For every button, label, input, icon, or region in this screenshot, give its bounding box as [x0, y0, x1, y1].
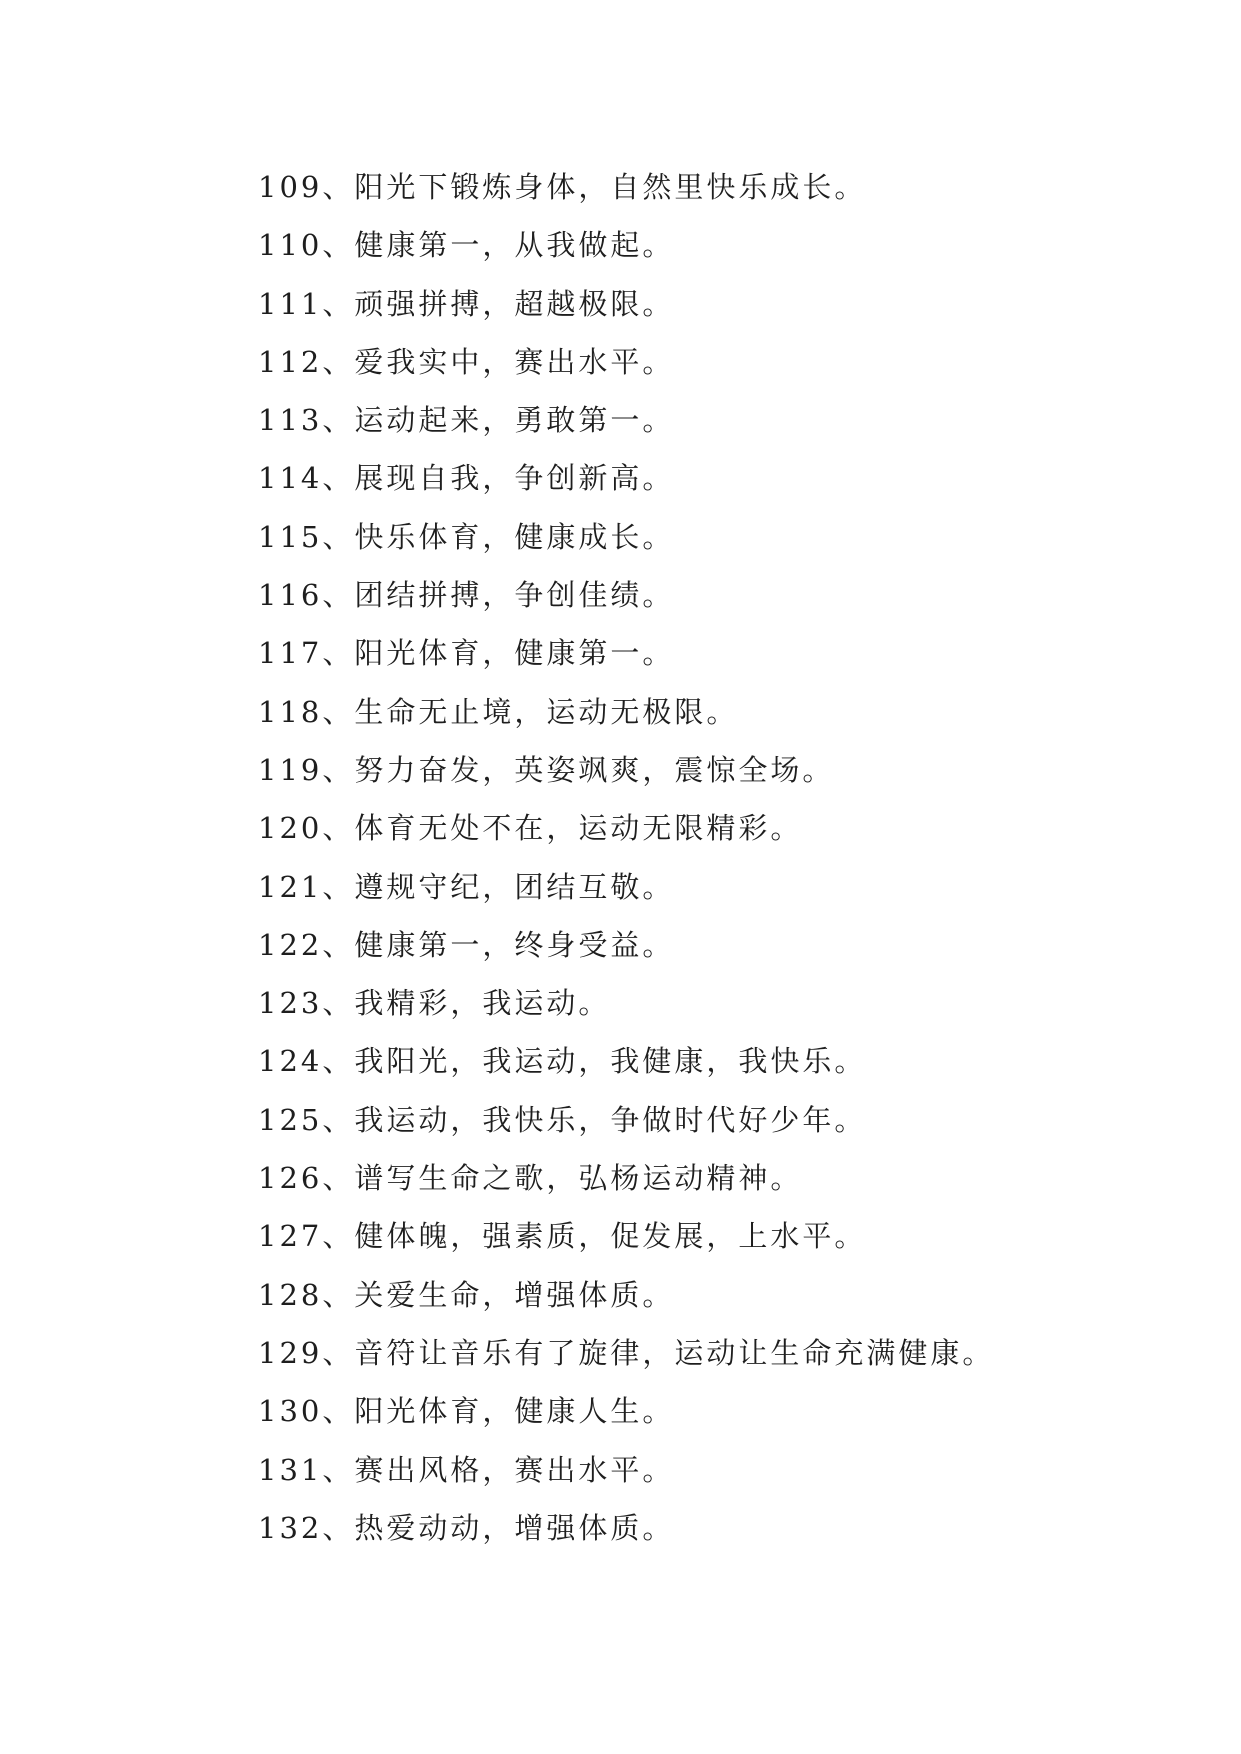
slogan-item: 129、音符让音乐有了旋律，运动让生命充满健康。: [258, 1335, 995, 1370]
slogan-item: 120、体育无处不在，运动无限精彩。: [258, 811, 803, 846]
slogan-item: 121、遵规守纪，团结互敬。: [258, 869, 675, 904]
slogan-item: 125、我运动，我快乐，争做时代好少年。: [258, 1102, 867, 1137]
slogan-item: 122、健康第一，终身受益。: [258, 927, 675, 962]
slogan-item: 116、团结拼搏，争创佳绩。: [258, 578, 675, 613]
slogan-item: 113、运动起来，勇敢第一。: [258, 403, 675, 438]
slogan-item: 119、努力奋发，英姿飒爽，震惊全场。: [258, 752, 835, 787]
slogan-item: 117、阳光体育，健康第一。: [258, 636, 675, 671]
slogan-item: 132、热爱动动，增强体质。: [258, 1510, 675, 1545]
slogan-list: [258, 158, 994, 1557]
slogan-item: 112、爱我实中，赛出水平。: [258, 344, 675, 379]
slogan-item: 110、健康第一，从我做起。: [258, 228, 675, 263]
slogan-item: 127、健体魄，强素质，促发展，上水平。: [258, 1219, 867, 1254]
slogan-item: 124、我阳光，我运动，我健康，我快乐。: [258, 1044, 867, 1079]
slogan-item: 128、关爱生命，增强体质。: [258, 1277, 675, 1312]
slogan-item: 123、我精彩，我运动。: [258, 986, 611, 1021]
slogan-item: 130、阳光体育，健康人生。: [258, 1394, 675, 1429]
slogan-item: 109、阳光下锻炼身体，自然里快乐成长。: [258, 170, 867, 204]
slogan-item: 131、赛出风格，赛出水平。: [258, 1452, 675, 1487]
slogan-item: 118、生命无止境，运动无极限。: [258, 694, 739, 729]
slogan-item: 111、顽强拼搏，超越极限。: [258, 286, 675, 321]
slogan-item: 115、快乐体育，健康成长。: [258, 519, 675, 554]
slogan-item: 114、展现自我，争创新高。: [258, 461, 675, 496]
slogan-item: 126、谱写生命之歌，弘杨运动精神。: [258, 1161, 803, 1196]
